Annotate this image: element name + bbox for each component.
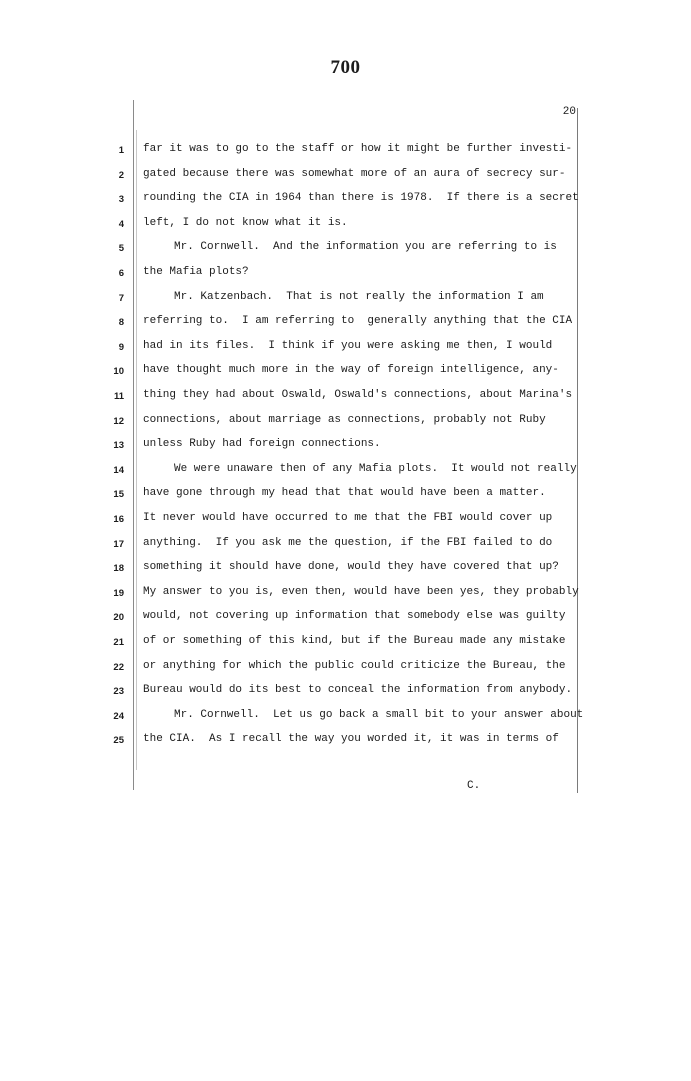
transcript-line (0, 733, 691, 753)
transcript-line (0, 143, 691, 163)
line-text: Mr. Cornwell. Let us go back a small bit to your answer about (174, 708, 584, 721)
transcript-line (0, 586, 691, 606)
transcript-line (0, 315, 691, 335)
line-text: or anything for which the public could criticize the Bureau, the (143, 659, 566, 672)
transcript-line (0, 438, 691, 458)
line-text: unless Ruby had foreign connections. (143, 438, 381, 451)
line-number: 24 (113, 710, 124, 722)
line-text: have thought much more in the way of foreign intelligence, any- (143, 364, 559, 377)
line-number: 13 (113, 440, 124, 452)
transcript-line (0, 266, 691, 286)
transcript-line (0, 660, 691, 680)
line-number: 14 (113, 464, 124, 476)
line-number: 6 (118, 268, 124, 279)
line-number: 19 (113, 587, 124, 599)
transcript-line (0, 684, 691, 704)
line-number: 12 (113, 415, 124, 427)
page-number: 700 (330, 57, 361, 78)
line-number: 23 (113, 686, 124, 698)
line-text: of or something of this kind, but if the Bureau made any mistake (143, 635, 566, 647)
line-number: 5 (118, 243, 124, 255)
transcript-line (0, 389, 691, 409)
line-text: rounding the CIA in 1964 than there is 1978. If there is a secret (143, 192, 579, 205)
footer-mark: C. (467, 780, 481, 792)
transcript-line (0, 340, 691, 360)
transcript-line (0, 217, 691, 237)
line-text: the Mafia plots? (143, 266, 249, 278)
transcript-line (0, 463, 691, 483)
line-number: 17 (113, 538, 124, 550)
line-number: 18 (113, 563, 124, 575)
transcript-line (0, 512, 691, 532)
folio-number: 20 (562, 106, 576, 118)
line-number: 9 (118, 341, 124, 353)
line-number: 8 (118, 317, 124, 329)
line-text: Mr. Cornwell. And the information you are referring to is (174, 241, 557, 254)
line-number: 4 (118, 218, 124, 230)
transcript-line (0, 610, 691, 630)
transcript-line (0, 168, 691, 188)
transcript-line (0, 192, 691, 212)
transcript-line (0, 414, 691, 434)
line-number: 22 (113, 661, 124, 673)
line-number: 1 (118, 145, 124, 156)
line-number: 15 (113, 489, 124, 501)
transcript-line (0, 241, 691, 261)
line-text: It never would have occurred to me that the FBI would cover up (143, 512, 553, 524)
line-text: We were unaware then of any Mafia plots. It would not really (174, 462, 577, 475)
line-text: left, I do not know what it is. (143, 216, 348, 229)
line-number: 21 (113, 637, 124, 648)
line-text: anything. If you ask me the question, if the FBI failed to do (143, 536, 553, 549)
line-text: connections, about marriage as connections, probably not Ruby (143, 413, 546, 426)
line-text: thing they had about Oswald, Oswald's connections, about Marina's (143, 389, 573, 401)
transcript-line (0, 487, 691, 507)
line-text: Bureau would do its best to conceal the information from anybody. (143, 684, 573, 697)
line-number: 10 (113, 366, 124, 378)
transcript-line (0, 291, 691, 311)
line-text: something it should have done, would they have covered that up? (143, 561, 559, 574)
line-text: would, not covering up information that somebody else was guilty (143, 610, 566, 623)
line-text: had in its files. I think if you were asking me then, I would (143, 339, 553, 352)
transcript-line (0, 635, 691, 655)
line-text: far it was to go to the staff or how it might be further investi- (143, 143, 573, 155)
line-number: 20 (113, 612, 124, 624)
line-text: referring to. I am referring to generally anything that the CIA (143, 315, 573, 328)
line-number: 25 (113, 735, 124, 747)
line-text: gated because there was somewhat more of an aura of secrecy sur- (143, 167, 566, 180)
transcript-line (0, 709, 691, 729)
transcript-line (0, 364, 691, 384)
line-text: Mr. Katzenbach. That is not really the information I am (174, 290, 544, 303)
line-number: 11 (113, 391, 124, 402)
line-number: 2 (118, 169, 124, 181)
transcript-line (0, 561, 691, 581)
line-text: the CIA. As I recall the way you worded it, it was in terms of (143, 733, 559, 746)
line-text: have gone through my head that that would have been a matter. (143, 487, 546, 500)
transcript-line (0, 537, 691, 557)
line-text: My answer to you is, even then, would have been yes, they probably (143, 585, 579, 598)
line-number: 16 (113, 514, 124, 525)
line-number: 7 (118, 292, 124, 304)
line-number: 3 (118, 194, 124, 206)
